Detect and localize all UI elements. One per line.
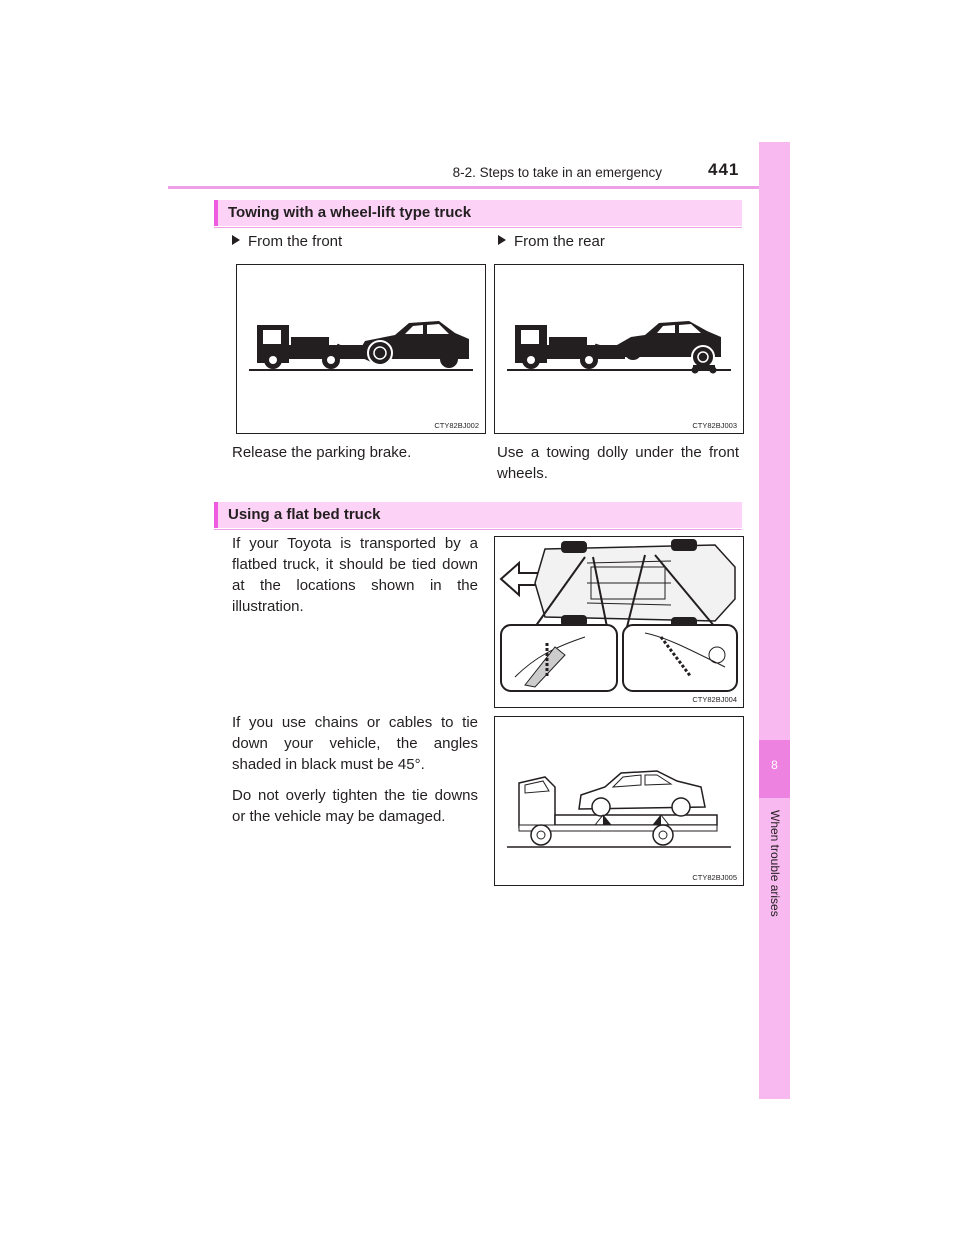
figure-tow-from-rear — [494, 264, 744, 434]
figure-code: CTY82BJ003 — [692, 421, 737, 430]
figure-tow-from-front — [236, 264, 486, 434]
figure-code: CTY82BJ005 — [692, 873, 737, 882]
tow-truck-front-illustration — [237, 265, 485, 433]
flatbed-paragraph-1: If your Toyota is transported by a flatbed truck, it should be tied down at the locations shown in the illustration. — [232, 535, 478, 615]
subheading-from-rear: From the rear — [498, 233, 605, 250]
section-title: Towing with a wheel-lift type truck — [228, 204, 472, 221]
triangle-bullet-icon — [498, 235, 506, 245]
chapter-title: When trouble arises — [768, 810, 782, 917]
flatbed-paragraph-3: Do not overly tighten the tie downs or the vehicle may be damaged. — [232, 787, 478, 825]
figure-flatbed-truck — [494, 716, 744, 886]
underbody-tie-down-illustration — [495, 537, 743, 707]
section-heading-wheel-lift — [214, 200, 742, 226]
subheading-from-front: From the front — [232, 233, 342, 250]
chapter-side-tab — [759, 142, 790, 1099]
figure-code: CTY82BJ004 — [692, 695, 737, 704]
section-title: Using a flat bed truck — [228, 506, 381, 523]
flatbed-paragraph-2: If you use chains or cables to tie down your vehicle, the angles shaded in black must be 45°. — [232, 714, 478, 773]
figure-tie-down-locations — [494, 536, 744, 708]
caption-front: Release the parking brake. — [232, 444, 412, 461]
triangle-bullet-icon — [232, 235, 240, 245]
flatbed-truck-illustration — [495, 717, 743, 885]
section-heading-flatbed — [214, 502, 742, 528]
caption-rear: Use a towing dolly under the front wheels. — [497, 444, 739, 482]
header-rule — [168, 186, 790, 189]
chapter-number: 8 — [771, 758, 778, 772]
page-number: 441 — [708, 160, 740, 179]
tow-truck-rear-illustration — [495, 265, 743, 433]
header-section-title: 8-2. Steps to take in an emergency — [452, 165, 662, 180]
figure-code: CTY82BJ002 — [434, 421, 479, 430]
